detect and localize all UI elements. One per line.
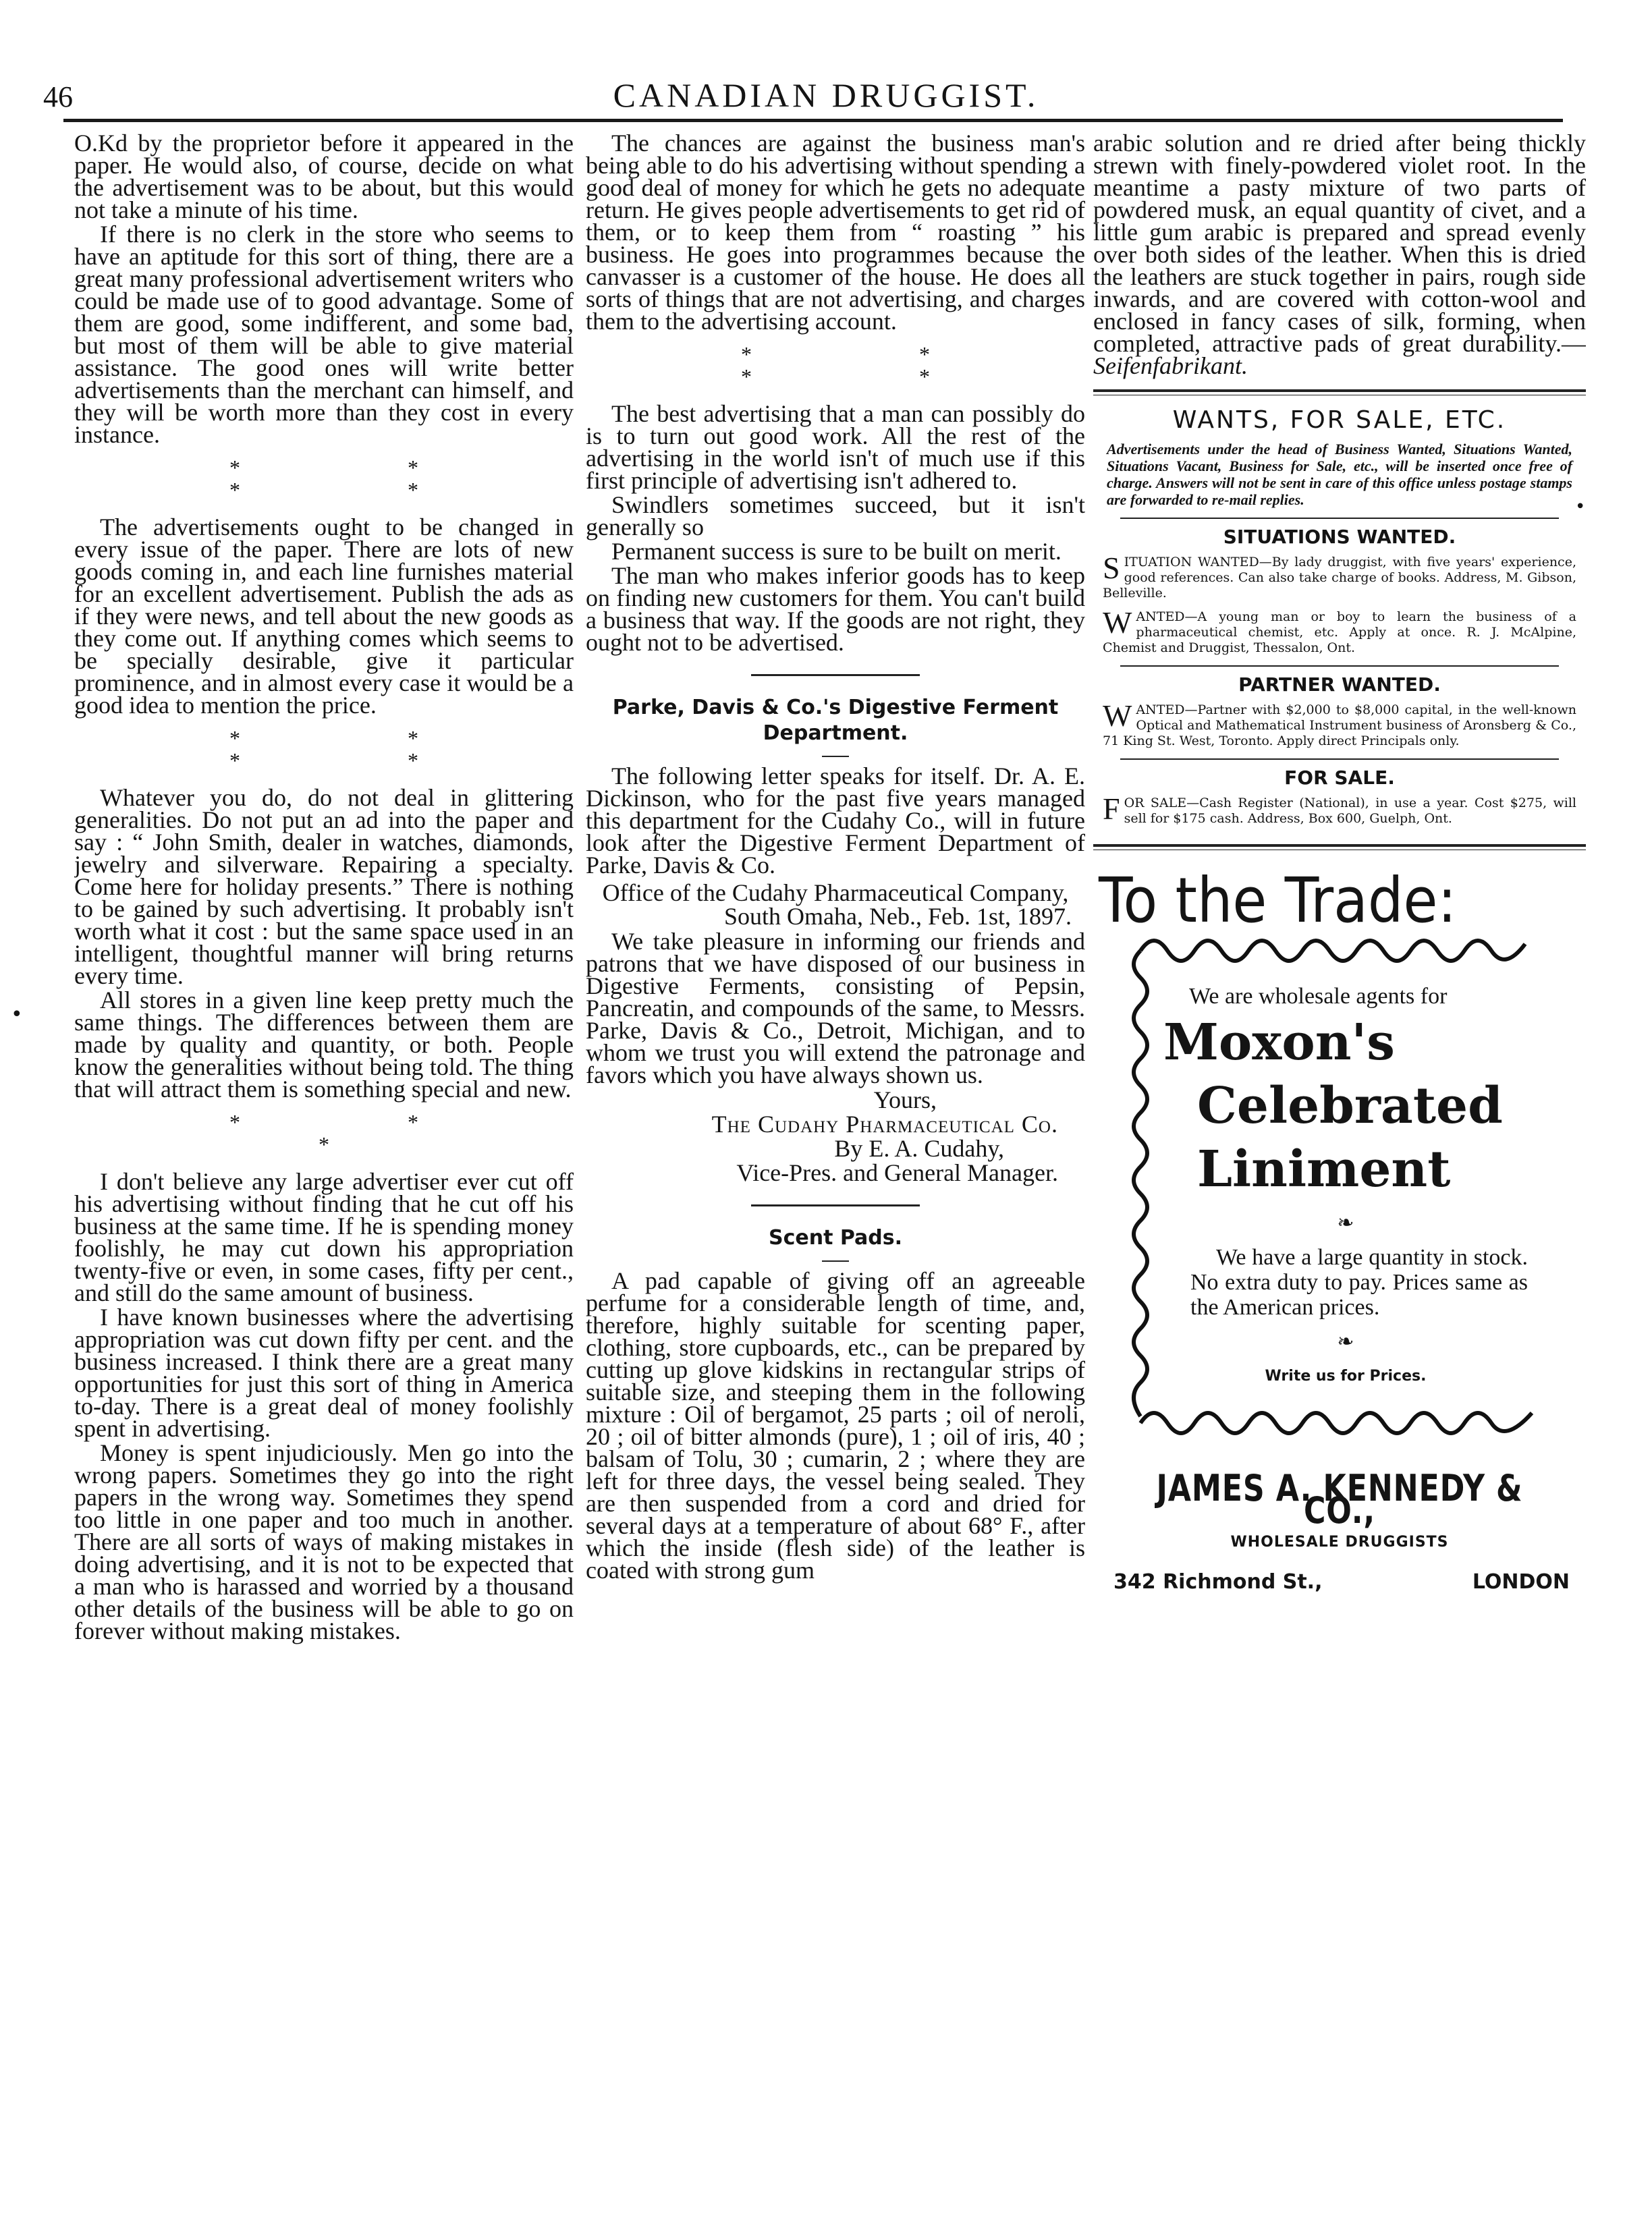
product-name-line: Liniment bbox=[1197, 1140, 1451, 1198]
letter-signer: By E. A. Cudahy, bbox=[834, 1135, 1004, 1162]
advertiser-address bbox=[1093, 1571, 1586, 1593]
product-name-line: Celebrated bbox=[1197, 1077, 1503, 1135]
paragraph: The best advertising that a man can possibly do is to turn out good work. All the rest of the advertising in the world isn't of much use if this first principle of advertising isn't adhered to. bbox=[586, 400, 1085, 494]
trade-ad-content bbox=[1163, 984, 1528, 1387]
article-title: Scent Pads. bbox=[768, 1226, 903, 1250]
paragraph: I don't believe any large advertiser ever cut off his advertising without finding that he cut off his business at the same time. If he is spending money foolishly, he may cut down his appropriation twenty-five or even, in some cases, fifty per cent., and still do the same amount of business. bbox=[74, 1168, 574, 1306]
advertiser-tagline: WHOLESALE DRUGGISTS bbox=[1230, 1534, 1449, 1551]
margin-speck: • bbox=[1575, 497, 1586, 517]
column-3 bbox=[1093, 132, 1586, 2197]
paragraph: arabic solution and re dried after being thickly strewn with finely-powdered violet root. In the meantime a pasty mixture of two parts of powdered musk, an equal quantity of civet, and a little gum arabic is prepared and spread evenly over both sides of the leather. When this is dried the leathers are stuck together in pairs, rough side inwards, and are covered with cotton-wool and enclosed in fancy cases of silk, forming, when completed, attractive pads of great durability.— bbox=[1093, 132, 1586, 357]
ad-text: OR SALE—Cash Register (National), in use a year. Cost $275, will sell for $175 cash. Address, Box 600, Guelph, Ont. bbox=[1124, 796, 1576, 826]
section-stars: * * * * bbox=[229, 726, 499, 773]
drop-initial: S bbox=[1103, 551, 1120, 585]
article-separator bbox=[751, 674, 920, 676]
paragraph: If there is no clerk in the store who seems to have an aptitude for this sort of thing, there are a great many professional advertisement writers who could be made use of to good advantage. Some of them are good, some indifferent, and some bad, but most of them will be able to give material assistance. The good ones will write better advertisements than the merchant can himself, and they will be worth more than they cost in every instance. bbox=[74, 221, 574, 448]
classifieds-heading: WANTS, FOR SALE, ETC. bbox=[1172, 406, 1507, 434]
classified-ad bbox=[1103, 698, 1576, 749]
ornament-icon: ❧ bbox=[1337, 1212, 1354, 1234]
paragraph: I have known businesses where the advertising appropriation was cut down fifty per cent. and the business increased. I think there are a great many opportunities for just this sort of thing in America to-day. There is a great deal of money foolishly spent in advertising. bbox=[74, 1304, 574, 1442]
section-stars: * * * bbox=[229, 1110, 499, 1157]
trade-ad-title: To the Trade: bbox=[1099, 864, 1457, 937]
paragraph: A pad capable of giving off an agreeable perfume for a considerable length of time, and, therefore, highly suitable for scenting paper, clothing, store cupboards, etc., can be prepared by cutting up glove kidskins in rectangular strips of suitable size, and steeping them in the following mixture : Oil of bergamot, 25 parts ; oil of neroli, 20 ; oil of bitter almonds (pure), 1 ; oil of iris, 40 ; balsam of Tolu, 30 ; cumarin, 2 ; where they are left for three days, the vessel being sealed. They are then suspended from a cord and dried for several days at a temperature of about 68° F., after which the inside (flesh side) of the leather is coated with strong gum bbox=[586, 1267, 1085, 1584]
classifieds-note: Advertisements under the head of Business Wanted, Situations Wanted, Situations Vacant, Business for Sale, etc., will be inserted once free of charge. Answers will not be sent in care of this office unless postage stamps are forwarded to re-mail replies. bbox=[1107, 441, 1572, 508]
letter-body: We take pleasure in informing our friends and patrons that we have disposed of our business in Digestive Ferments, consisting of Pepsin, Pancreatin, and compounds of the same, to Messrs. Parke, Davis & Co., Detroit, Michigan, and to whom we trust you will extend the patronage and favors which you have always shown us. bbox=[586, 928, 1085, 1088]
margin-speck: • bbox=[11, 1003, 23, 1026]
advertiser-name: JAMES A. KENNEDY & CO., bbox=[1156, 1467, 1523, 1532]
drop-initial: W bbox=[1103, 605, 1132, 640]
article-title: Parke, Davis & Co.'s Digestive Ferment Department. bbox=[612, 696, 1059, 745]
letter-date: South Omaha, Neb., Feb. 1st, 1897. bbox=[724, 903, 1072, 930]
classified-ad bbox=[1103, 605, 1576, 656]
ad-text: ANTED—Partner with $2,000 to $8,000 capital, in the well-known Optical and Mathematical Instrument business of Aronsberg & Co., 71 King St. West, Toronto. Apply direct Principals only. bbox=[1103, 702, 1576, 748]
divider bbox=[1120, 665, 1559, 667]
paragraph: The following letter speaks for itself. Dr. A. E. Dickinson, who for the past five years managed this department for the Cudahy Co., will in future look after the Digestive Ferment Department of Parke, Davis & Co. bbox=[586, 762, 1085, 879]
trade-ad-frame bbox=[1120, 924, 1545, 1450]
trade-ad-body: We have a large quantity in stock. No extra duty to pay. Prices same as the American prices. bbox=[1190, 1245, 1528, 1320]
column-2 bbox=[586, 132, 1085, 2197]
paragraph: Permanent success is sure to be built on merit. bbox=[611, 538, 1062, 565]
advertiser-city: LONDON bbox=[1472, 1570, 1570, 1594]
call-to-action: Write us for Prices. bbox=[1265, 1368, 1427, 1385]
section-stars: * * * * bbox=[229, 455, 499, 502]
trade-ad-intro: We are wholesale agents for bbox=[1189, 984, 1448, 1009]
paragraph: O.Kd by the proprietor before it appeared in the paper. He would also, of course, decide on what the advertisement was to be about, but this would not take a minute of his time. bbox=[74, 132, 574, 223]
ad-text: ITUATION WANTED—By lady druggist, with five years' experience, good references. Can also take charge of books. Address, M. Gibson, Belleville. bbox=[1103, 555, 1576, 601]
source-citation: Seifenfabrikant. bbox=[1093, 352, 1248, 379]
title-dash bbox=[822, 756, 849, 757]
paragraph: Money is spent injudiciously. Men go into the wrong papers. Sometimes they go into the right papers in the wrong way. Sometimes they spend too little in one paper and too much in another. There are all sorts of ways of making mistakes in doing advertising, and it is not to be expected that a man who is harassed and worried by a thousand other details of the business will be able to go on forever without making mistakes. bbox=[74, 1439, 574, 1644]
section-stars: * * * * bbox=[741, 342, 1011, 389]
letter-signer-title: Vice-Pres. and General Manager. bbox=[736, 1159, 1058, 1186]
drop-initial: W bbox=[1103, 698, 1132, 733]
letter-closing: Yours, bbox=[873, 1086, 937, 1113]
paragraph: Swindlers sometimes succeed, but it isn't generally so bbox=[586, 491, 1085, 540]
advertiser-street: 342 Richmond St., bbox=[1113, 1570, 1323, 1594]
divider bbox=[1120, 758, 1559, 760]
title-dash bbox=[822, 1260, 849, 1262]
partner-heading: PARTNER WANTED. bbox=[1238, 673, 1441, 696]
drop-initial: F bbox=[1103, 791, 1120, 826]
ad-text: ANTED—A young man or boy to learn the business of a pharmaceutical chemist, etc. Apply at once. R. J. McAlpine, Chemist and Druggist, Thessalon, Ont. bbox=[1103, 609, 1576, 655]
ornament-icon: ❧ bbox=[1337, 1331, 1354, 1353]
paragraph: The chances are against the business man's being able to do his advertising without spending a good deal of money for which he gets no adequate return. He gives people advertisements to get rid of them, or to keep them from “ roasting ” his business. He goes into programmes because the canvasser is a customer of the house. He does all sorts of things that are not advertising, and charges them to the advertising account. bbox=[586, 132, 1085, 335]
paragraph: The advertisements ought to be changed in every issue of the paper. There are lots of new goods coming in, and each line furnishes material for an excellent advertisement. Publish the ads as if they were news, and tell about the new goods as they come out. If anything comes which seems to be specially desirable, give it particular prominence, and in almost every case it would be a good idea to mention the price. bbox=[74, 513, 574, 719]
section-double-rule bbox=[1093, 844, 1586, 850]
product-name-line: Moxon's bbox=[1163, 1013, 1395, 1072]
paragraph: All stores in a given line keep pretty much the same things. The differences between them are made by quality and quantity, or both. People know the generalities without being told. The thing that will attract them is something special and new. bbox=[74, 986, 574, 1103]
letter-company: The Cudahy Pharmaceutical Co. bbox=[711, 1111, 1058, 1138]
paragraph: Whatever you do, do not deal in glittering generalities. Do not put an ad into the paper and say : “ John Smith, dealer in watches, diamonds, jewelry and silverware. Repairing a specialty. Come here for holiday presents.” There is nothing to be gained by such advertising. It probably isn't worth what it cost : but the same space used in an intelligent, thoughtful manner will bring returns every time. bbox=[74, 784, 574, 989]
letter-heading: Office of the Cudahy Pharmaceutical Company, bbox=[602, 879, 1069, 906]
page-number: 46 bbox=[43, 80, 73, 113]
divider bbox=[1120, 518, 1559, 519]
product-name bbox=[1163, 1011, 1528, 1201]
section-double-rule bbox=[1093, 389, 1586, 395]
classified-ad bbox=[1103, 791, 1576, 827]
article-separator bbox=[751, 1204, 920, 1206]
classified-ad bbox=[1103, 551, 1576, 601]
header-rule bbox=[63, 119, 1563, 122]
paragraph: The man who makes inferior goods has to keep on finding new customers for them. You can't build a business that way. If the goods are not right, they ought not to be advertised. bbox=[586, 562, 1085, 656]
for-sale-heading: FOR SALE. bbox=[1284, 767, 1395, 789]
masthead-title: CANADIAN DRUGGIST. bbox=[613, 76, 1039, 114]
situations-heading: SITUATIONS WANTED. bbox=[1223, 526, 1456, 548]
column-1 bbox=[74, 132, 574, 2197]
